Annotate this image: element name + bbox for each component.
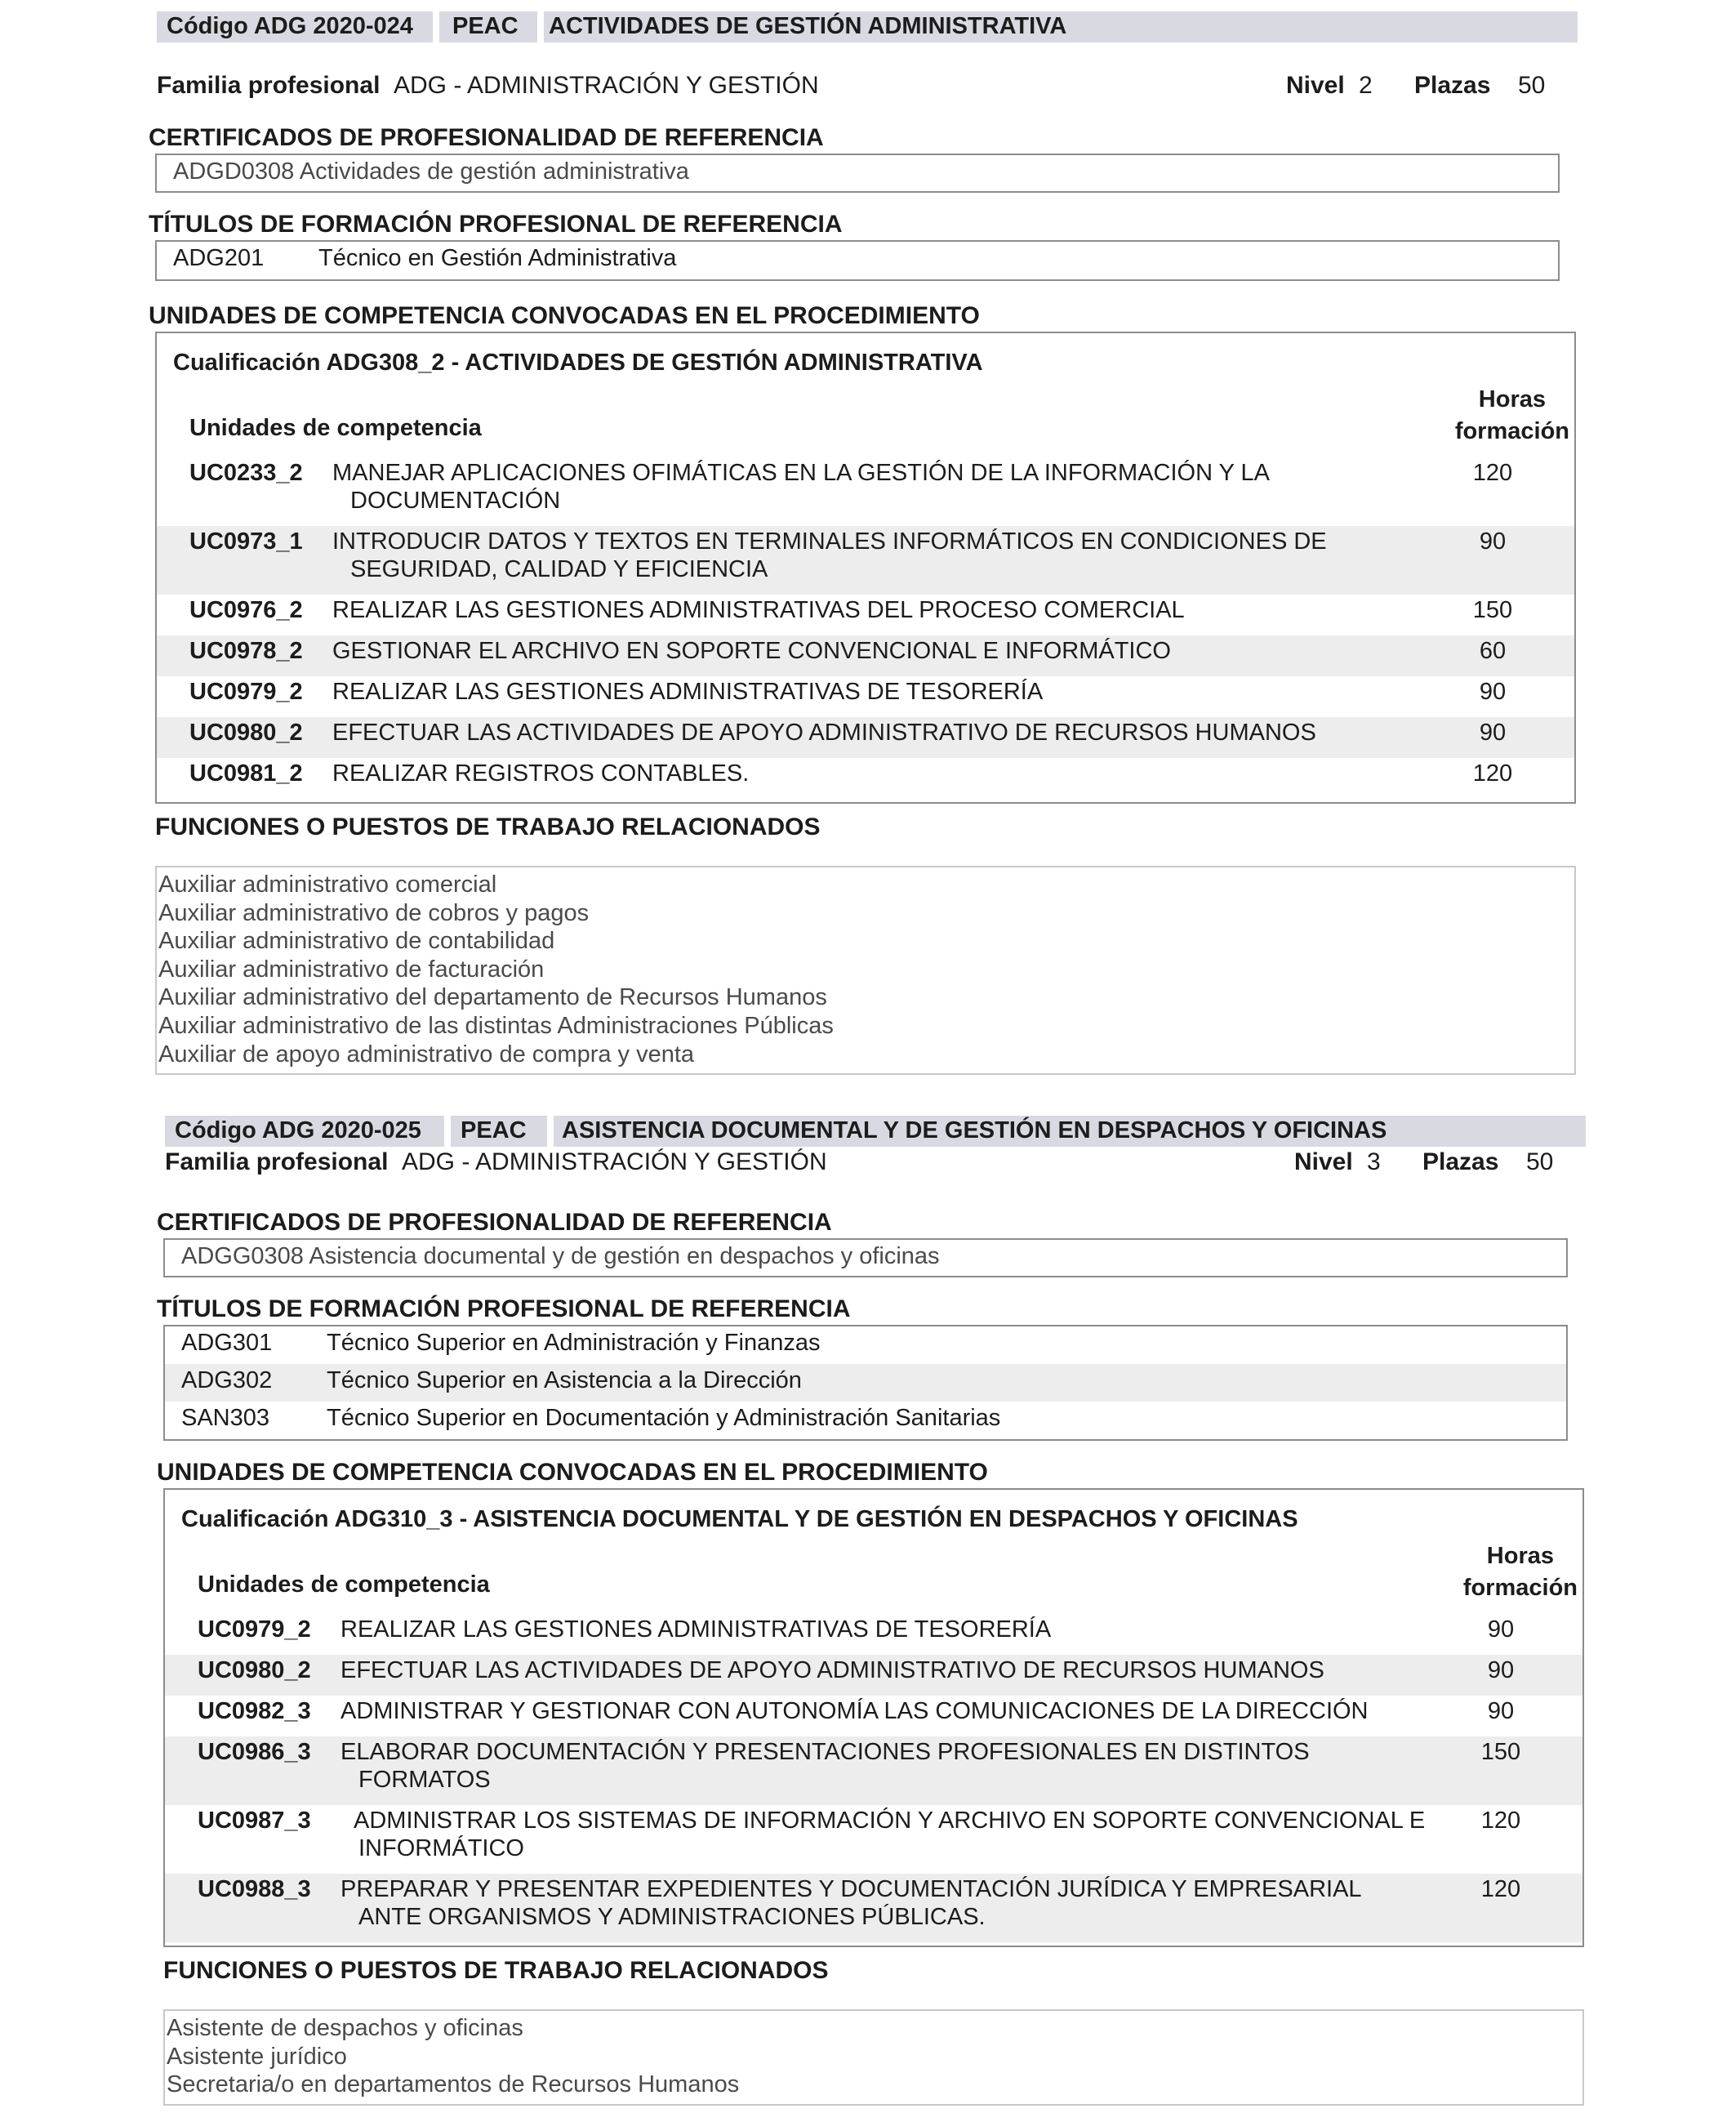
titulos-heading: TÍTULOS DE FORMACIÓN PROFESIONAL DE REFERENCIA (157, 1295, 851, 1322)
uc-name-line-1: PREPARAR Y PRESENTAR EXPEDIENTES Y DOCUMENTACIÓN JURÍDICA Y EMPRESARIAL (341, 1876, 1362, 1902)
titulo-row (157, 242, 1558, 279)
uc-heading: UNIDADES DE COMPETENCIA CONVOCADAS EN EL PROCEDIMIENTO (149, 302, 980, 329)
uc-row (157, 457, 1574, 526)
uc-name (341, 1807, 1476, 1862)
qualification-name: Cualificación ADG308_2 - ACTIVIDADES DE GESTIÓN ADMINISTRATIVA (173, 350, 983, 376)
uc-hours: 120 (1472, 460, 1513, 486)
header-divider (433, 11, 439, 42)
uc-code: UC0986_3 (198, 1739, 311, 1765)
uc-column-label: Unidades de competencia (198, 1571, 490, 1598)
uc-name-line-2: ANTE ORGANISMOS Y ADMINISTRACIONES PÚBLICAS. (358, 1904, 986, 1930)
uc-code: UC0980_2 (198, 1657, 311, 1683)
uc-hours: 150 (1480, 1739, 1521, 1765)
funciones-box (163, 2009, 1584, 2106)
familia-label: Familia profesional (165, 1148, 389, 1175)
titulo-code: SAN303 (181, 1405, 270, 1431)
uc-name: EFECTUAR LAS ACTIVIDADES DE APOYO ADMINISTRATIVO DE RECURSOS HUMANOS (332, 720, 1316, 746)
titulo-code: ADG201 (173, 245, 265, 271)
nivel-label: Nivel (1294, 1148, 1353, 1175)
hours-column-label (1463, 1540, 1578, 1604)
uc-name (341, 1875, 1476, 1931)
uc-row (165, 1874, 1582, 1942)
uc-row (157, 758, 1574, 799)
titulos-heading: TÍTULOS DE FORMACIÓN PROFESIONAL DE REFERENCIA (149, 211, 843, 238)
titulo-code: ADG302 (181, 1367, 273, 1393)
titulo-name: Técnico Superior en Documentación y Administración Sanitarias (327, 1405, 1001, 1431)
uc-code: UC0979_2 (198, 1616, 311, 1643)
uc-hours: 120 (1480, 1808, 1521, 1834)
uc-table-header (165, 1542, 1582, 1614)
hours-label-line-1: Horas (1486, 1543, 1554, 1569)
funcion-item: Auxiliar administrativo comercial (158, 872, 497, 898)
uc-column-label: Unidades de competencia (189, 415, 482, 441)
uc-name: REALIZAR LAS GESTIONES ADMINISTRATIVAS DEL PROCESO COMERCIAL (332, 597, 1185, 623)
familia-value: ADG - ADMINISTRACIÓN Y GESTIÓN (402, 1148, 827, 1175)
certificados-heading: CERTIFICADOS DE PROFESIONALIDAD DE REFERENCIA (149, 124, 824, 151)
uc-row (165, 1655, 1582, 1696)
uc-heading: UNIDADES DE COMPETENCIA CONVOCADAS EN EL PROCEDIMIENTO (157, 1459, 988, 1486)
uc-table-header (157, 386, 1574, 457)
qualification-title: ASISTENCIA DOCUMENTAL Y DE GESTIÓN EN DESPACHOS Y OFICINAS (562, 1117, 1387, 1143)
nivel-value: 2 (1359, 72, 1373, 99)
funcion-item: Auxiliar de apoyo administrativo de compra y venta (158, 1041, 695, 1068)
funcion-item: Auxiliar administrativo de contabilidad (158, 928, 555, 955)
header-divider (537, 11, 544, 42)
uc-name-line-2: SEGURIDAD, CALIDAD Y EFICIENCIA (350, 556, 768, 582)
uc-code: UC0233_2 (189, 460, 303, 486)
qualification-title: ACTIVIDADES DE GESTIÓN ADMINISTRATIVA (549, 13, 1067, 39)
code-label: Código ADG 2020-024 (167, 13, 413, 39)
header-divider (444, 1116, 451, 1147)
uc-hours: 90 (1487, 1616, 1515, 1643)
uc-hours: 90 (1479, 720, 1507, 746)
uc-name: ADMINISTRAR Y GESTIONAR CON AUTONOMÍA LAS COMUNICACIONES DE LA DIRECCIÓN (341, 1698, 1369, 1724)
uc-name (332, 528, 1467, 583)
uc-code: UC0976_2 (189, 597, 303, 623)
funcion-item: Asistente jurídico (167, 2043, 347, 2070)
uc-code: UC0978_2 (189, 638, 303, 664)
plazas-value: 50 (1526, 1148, 1554, 1175)
uc-name-line-2: FORMATOS (358, 1767, 491, 1793)
certificado-box: ADGG0308 Asistencia documental y de gestión en despachos y oficinas (163, 1238, 1568, 1277)
code-label: Código ADG 2020-025 (175, 1117, 421, 1143)
uc-row (165, 1805, 1582, 1874)
uc-name-line-1: ADMINISTRAR LOS SISTEMAS DE INFORMACIÓN Y ARCHIVO EN SOPORTE CONVENCIONAL E (354, 1808, 1426, 1834)
titulos-box (155, 240, 1560, 281)
funcion-item: Asistente de despachos y oficinas (167, 2015, 523, 2041)
uc-code: UC0979_2 (189, 679, 303, 705)
uc-code: UC0981_2 (189, 760, 303, 787)
uc-name: REALIZAR LAS GESTIONES ADMINISTRATIVAS DE TESORERÍA (332, 679, 1044, 705)
peac-label: PEAC (452, 13, 519, 39)
funcion-item: Auxiliar administrativo de las distintas Administraciones Públicas (158, 1012, 834, 1039)
titulo-row (165, 1364, 1566, 1402)
uc-code: UC0987_3 (198, 1808, 311, 1834)
uc-row (165, 1736, 1582, 1805)
qualification-block-adg-2020-024 (149, 11, 1578, 1075)
uc-row (165, 1696, 1582, 1736)
titulo-row (165, 1402, 1566, 1439)
plazas-label: Plazas (1414, 72, 1491, 99)
uc-row (157, 635, 1574, 676)
hours-label-line-2: formación (1454, 418, 1569, 444)
uc-hours: 120 (1472, 760, 1513, 787)
uc-name-line-2: INFORMÁTICO (358, 1835, 524, 1861)
uc-row (157, 595, 1574, 635)
titulos-box (163, 1325, 1568, 1441)
funciones-heading: FUNCIONES O PUESTOS DE TRABAJO RELACIONADOS (155, 814, 821, 840)
uc-name: REALIZAR REGISTROS CONTABLES. (332, 760, 750, 787)
uc-hours: 150 (1472, 597, 1513, 623)
uc-code: UC0980_2 (189, 720, 303, 746)
hours-label-line-1: Horas (1478, 386, 1546, 412)
code-header-bar (157, 11, 1578, 42)
familia-row (165, 1148, 1586, 1181)
familia-label: Familia profesional (157, 72, 381, 99)
titulo-code: ADG301 (181, 1330, 273, 1356)
plazas-label: Plazas (1422, 1148, 1499, 1175)
uc-name (341, 1738, 1476, 1794)
uc-hours: 120 (1480, 1876, 1521, 1902)
uc-name: EFECTUAR LAS ACTIVIDADES DE APOYO ADMINISTRATIVO DE RECURSOS HUMANOS (341, 1657, 1324, 1683)
uc-row (157, 717, 1574, 758)
uc-name: GESTIONAR EL ARCHIVO EN SOPORTE CONVENCIONAL E INFORMÁTICO (332, 638, 1171, 664)
familia-row (157, 72, 1578, 105)
nivel-label: Nivel (1286, 72, 1345, 99)
titulo-name: Técnico Superior en Administración y Finanzas (327, 1330, 821, 1356)
nivel-value: 3 (1367, 1148, 1381, 1175)
hours-label-line-2: formación (1462, 1575, 1578, 1601)
titulo-name: Técnico en Gestión Administrativa (318, 245, 677, 271)
uc-code: UC0982_3 (198, 1698, 311, 1724)
titulo-row (165, 1326, 1566, 1364)
qualification-block-adg-2020-025 (157, 1116, 1586, 2106)
uc-hours: 90 (1487, 1657, 1515, 1683)
code-header-bar (165, 1116, 1586, 1147)
uc-name-line-1: MANEJAR APLICACIONES OFIMÁTICAS EN LA GESTIÓN DE LA INFORMACIÓN Y LA (332, 460, 1270, 486)
uc-table (163, 1488, 1584, 1947)
uc-table (155, 332, 1576, 804)
uc-hours: 90 (1487, 1698, 1515, 1724)
uc-row (157, 676, 1574, 717)
plazas-value: 50 (1518, 72, 1546, 99)
funcion-item: Secretaria/o en departamentos de Recursos Humanos (167, 2071, 740, 2098)
uc-name-line-1: INTRODUCIR DATOS Y TEXTOS EN TERMINALES INFORMÁTICOS EN CONDICIONES DE (332, 528, 1327, 555)
uc-name-line-1: ELABORAR DOCUMENTACIÓN Y PRESENTACIONES PROFESIONALES EN DISTINTOS (341, 1739, 1310, 1765)
header-divider (547, 1116, 554, 1147)
uc-code: UC0988_3 (198, 1876, 311, 1902)
funcion-item: Auxiliar administrativo de cobros y pagos (158, 899, 590, 926)
familia-value: ADG - ADMINISTRACIÓN Y GESTIÓN (394, 72, 819, 99)
funcion-item: Auxiliar administrativo del departamento de Recursos Humanos (158, 984, 827, 1011)
certificado-box: ADGD0308 Actividades de gestión administrativa (155, 154, 1560, 193)
uc-hours: 90 (1479, 679, 1507, 705)
uc-name: REALIZAR LAS GESTIONES ADMINISTRATIVAS DE TESORERÍA (341, 1616, 1052, 1643)
funciones-box (155, 866, 1576, 1075)
funcion-item: Auxiliar administrativo de facturación (158, 956, 545, 983)
uc-name-line-2: DOCUMENTACIÓN (350, 488, 561, 514)
uc-hours: 90 (1479, 528, 1507, 555)
funciones-heading: FUNCIONES O PUESTOS DE TRABAJO RELACIONADOS (163, 1957, 829, 1984)
qualification-name: Cualificación ADG310_3 - ASISTENCIA DOCUMENTAL Y DE GESTIÓN EN DESPACHOS Y OFICINAS (181, 1506, 1298, 1532)
uc-row (165, 1614, 1582, 1655)
uc-hours: 60 (1479, 638, 1507, 664)
uc-name (332, 459, 1467, 515)
hours-column-label (1455, 384, 1569, 448)
titulo-name: Técnico Superior en Asistencia a la Dirección (327, 1367, 802, 1393)
peac-label: PEAC (461, 1117, 527, 1143)
uc-row (157, 526, 1574, 595)
certificados-heading: CERTIFICADOS DE PROFESIONALIDAD DE REFERENCIA (157, 1209, 832, 1236)
uc-code: UC0973_1 (189, 528, 303, 555)
